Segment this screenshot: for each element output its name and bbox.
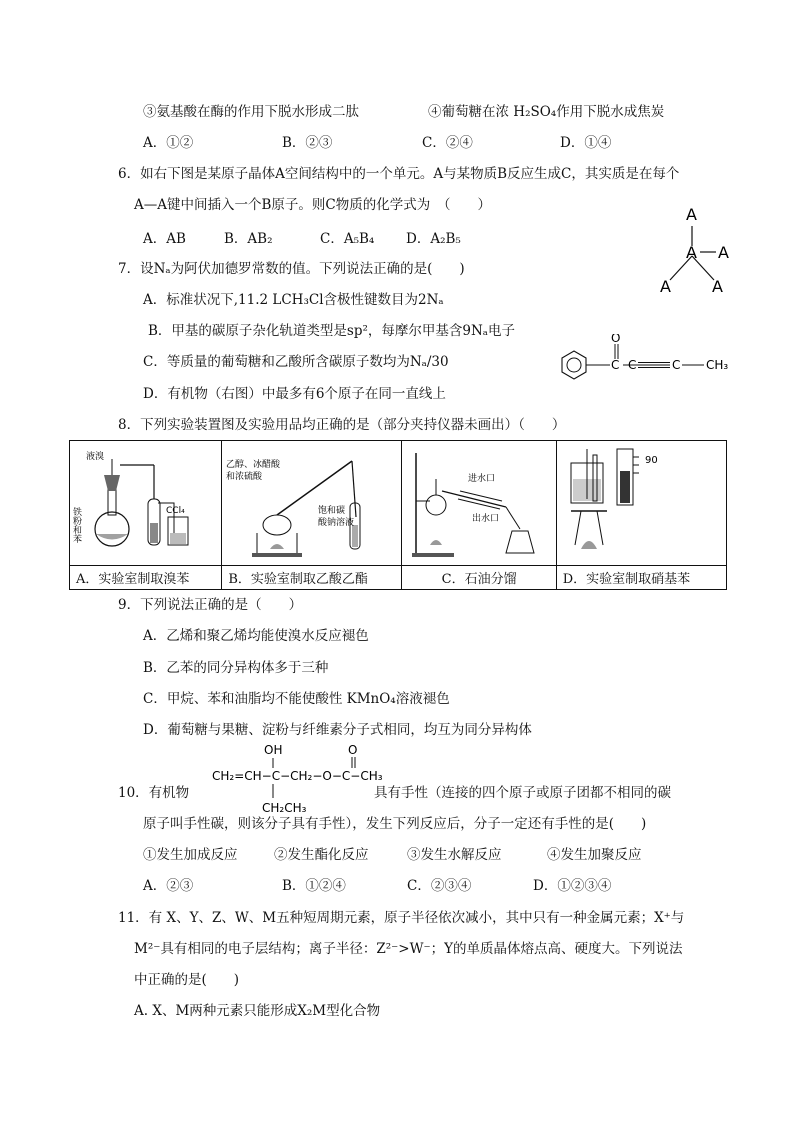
crystal-atom-bottom-left: A bbox=[660, 277, 671, 296]
apparatus-b-cell bbox=[222, 441, 402, 566]
bromobenzene-apparatus bbox=[70, 441, 222, 565]
q9-option-d: D．葡萄糖与果糖、淀粉与纤维素分子式相同，均互为同分异构体 bbox=[143, 722, 532, 738]
ester-oxygen-label: O bbox=[348, 743, 358, 757]
apparatus-c-cell bbox=[402, 441, 556, 566]
q9-option-b: B．乙苯的同分异构体多于三种 bbox=[143, 660, 329, 676]
ethyl-acetate-apparatus bbox=[222, 441, 402, 565]
crystal-unit-diagram bbox=[650, 200, 740, 300]
q10-label: 10．有机物 bbox=[118, 785, 190, 801]
q9-option-a: A．乙烯和聚乙烯均能使溴水反应褪色 bbox=[143, 628, 369, 644]
distillation-apparatus bbox=[402, 441, 556, 565]
phenyl-ketone-structure bbox=[548, 334, 738, 394]
main-chain-label: CH₂=CH−C−CH₂−O−C−CH₃ bbox=[212, 769, 383, 783]
saturated-label-2: 酸钠溶液 bbox=[318, 518, 355, 528]
q10-reaction-2: ②发生酯化反应 bbox=[274, 847, 369, 863]
q7-option-a: A．标准状况下,11.2 LCH₃Cl含极性键数目为2Nₐ bbox=[143, 292, 444, 308]
q10-reaction-4: ④发生加聚反应 bbox=[547, 847, 642, 863]
q5-option-b: B．②③ bbox=[282, 135, 333, 151]
crystal-atom-right: A bbox=[718, 243, 729, 262]
apparatus-d-caption: D．实验室制取硝基苯 bbox=[556, 566, 726, 590]
apparatus-b-caption: B．实验室制取乙酸乙酯 bbox=[222, 566, 402, 590]
nitrobenzene-apparatus bbox=[557, 441, 727, 565]
q10-option-a: A．②③ bbox=[143, 878, 194, 894]
q10-structural-formula bbox=[208, 742, 398, 818]
apparatus-table bbox=[69, 440, 727, 590]
reagents-label-1: 乙醇、冰醋酸 bbox=[226, 460, 281, 470]
q10-stem-line2: 原子叫手性碳，则该分子具有手性），发生下列反应后，分子一定还有手性的是( ) bbox=[143, 816, 647, 832]
q6-option-a: A．AB bbox=[143, 231, 186, 247]
q10-option-b: B．①②④ bbox=[282, 878, 346, 894]
crystal-atom-bottom-right: A bbox=[712, 277, 723, 296]
liquid-bromine-label: 液溴 bbox=[86, 452, 105, 462]
q10-option-c: C．②③④ bbox=[407, 878, 472, 894]
q9-stem: 9．下列说法正确的是（ ） bbox=[118, 597, 303, 613]
hydroxyl-label: OH bbox=[264, 743, 283, 757]
ketone-oxygen-label: O bbox=[611, 334, 621, 345]
carbonyl-carbon-label: C bbox=[611, 358, 620, 372]
q7-option-d: D．有机物（右图）中最多有6个原子在同一直线上 bbox=[143, 386, 446, 402]
apparatus-a-caption: A．实验室制取溴苯 bbox=[70, 566, 222, 590]
apparatus-c-caption: C．石油分馏 bbox=[402, 566, 556, 590]
reagents-label-2: 和浓硫酸 bbox=[226, 472, 263, 482]
q6-option-c: C．A₅B₄ bbox=[320, 231, 375, 247]
q10-reaction-3: ③发生水解反应 bbox=[407, 847, 502, 863]
crystal-atom-top: A bbox=[686, 205, 697, 224]
methyl-label: CH₃ bbox=[706, 358, 729, 372]
q7-option-c: C．等质量的葡萄糖和乙酸所含碳原子数均为Nₐ/30 bbox=[143, 354, 449, 370]
water-outlet-label: 出水口 bbox=[472, 514, 500, 524]
water-inlet-label: 进水口 bbox=[468, 474, 496, 484]
q5-item3: ③氨基酸在酶的作用下脱水形成二肽 bbox=[143, 104, 359, 120]
thermometer-90-label: 90 bbox=[644, 455, 658, 466]
q10-reaction-1: ①发生加成反应 bbox=[143, 847, 238, 863]
alkyne-carbon-1-label: C bbox=[628, 358, 637, 372]
q6-stem-line1: 6．如右下图是某原子晶体A空间结构中的一个单元。A与某物质B反应生成C，其实质是在每个 bbox=[118, 166, 680, 182]
q5-option-c: C．②④ bbox=[422, 135, 473, 151]
q6-option-b: B．AB₂ bbox=[224, 231, 273, 247]
q7-stem: 7．设Nₐ为阿伏加德罗常数的值。下列说法正确的是( ) bbox=[118, 261, 465, 277]
q11-stem-line1: 11．有 X、Y、Z、W、M五种短周期元素，原子半径依次减小，其中只有一种金属元素；X⁺与 bbox=[118, 910, 685, 926]
q5-item4: ④葡萄糖在浓 H₂SO₄作用下脱水成焦炭 bbox=[428, 104, 665, 120]
apparatus-d-cell bbox=[556, 441, 726, 566]
q10-stem-tail: 具有手性（连接的四个原子或原子团都不相同的碳 bbox=[374, 785, 671, 801]
q11-option-a: A. X、M两种元素只能形成X₂M型化合物 bbox=[134, 1003, 381, 1019]
q11-stem-line3: 中正确的是( ) bbox=[134, 972, 240, 988]
alkyne-carbon-2-label: C bbox=[672, 358, 681, 372]
q9-option-c: C．甲烷、苯和油脂均不能使酸性 KMnO₄溶液褪色 bbox=[143, 691, 450, 707]
q5-option-d: D．①④ bbox=[560, 135, 612, 151]
q11-stem-line2: M²⁻具有相同的电子层结构；离子半径：Z²⁻>W⁻；Y的单质晶体熔点高、硬度大。下列说法 bbox=[134, 941, 683, 957]
crystal-atom-center: A bbox=[686, 243, 697, 262]
q8-stem: 8．下列实验装置图及实验用品均正确的是（部分夹持仪器未画出）（ ） bbox=[118, 417, 566, 433]
q5-option-a: A．①② bbox=[143, 135, 194, 151]
ethyl-label: CH₂CH₃ bbox=[262, 801, 307, 815]
ccl4-label: CCl₄ bbox=[166, 506, 185, 516]
q6-stem-line2: A—A键中间插入一个B原子。则C物质的化学式为 （ ） bbox=[134, 197, 491, 213]
saturated-label-1: 饱和碳 bbox=[318, 506, 346, 516]
q7-option-b: B．甲基的碳原子杂化轨道类型是sp²，每摩尔甲基含9Nₐ电子 bbox=[148, 323, 516, 339]
iron-benzene-label: 铁粉和苯 bbox=[71, 507, 81, 543]
q10-option-d: D．①②③④ bbox=[533, 878, 612, 894]
apparatus-a-cell bbox=[70, 441, 222, 566]
q6-option-d: D．A₂B₅ bbox=[406, 231, 461, 247]
